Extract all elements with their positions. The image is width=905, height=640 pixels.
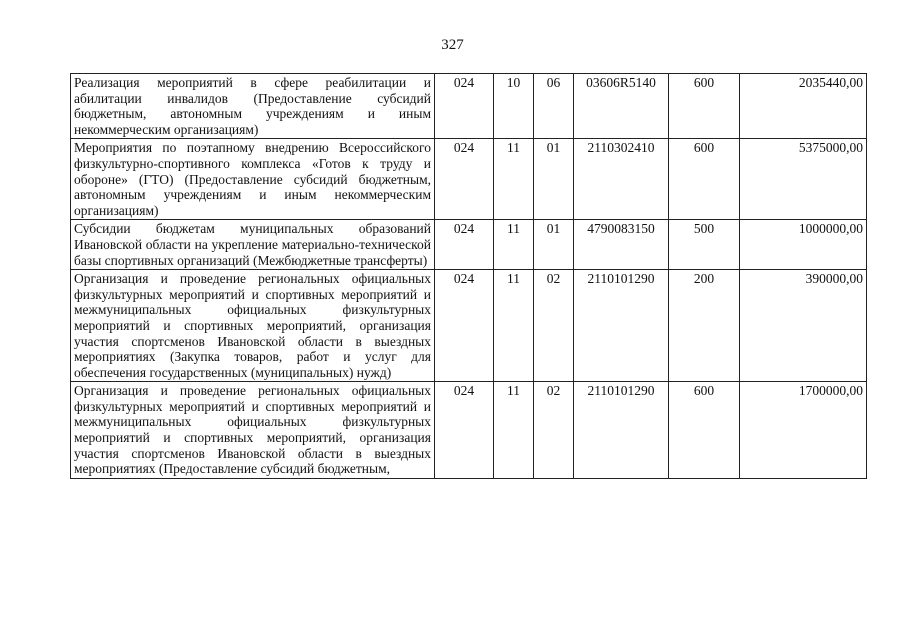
row-description: Организация и проведение региональных официальных физкультурных мероприятий и спортивных мероприятий и межмуниципальных официальных физкультурных мероприятий и спортивных мероприятий, организация участия спортсменов Ивановской области в выездных мероприятиях (Предоставление субсидий бюджетным, bbox=[71, 382, 435, 479]
table-row bbox=[71, 74, 867, 139]
subsection-code: 02 bbox=[534, 270, 574, 382]
table-row bbox=[71, 382, 867, 479]
amount: 2035440,00 bbox=[740, 74, 867, 139]
table-row bbox=[71, 270, 867, 382]
subsection-code: 01 bbox=[534, 220, 574, 270]
target-article-code: 2110101290 bbox=[574, 270, 669, 382]
expense-type-code: 500 bbox=[669, 220, 740, 270]
table-row bbox=[71, 220, 867, 270]
amount: 1000000,00 bbox=[740, 220, 867, 270]
ministry-code: 024 bbox=[435, 139, 494, 220]
expense-type-code: 600 bbox=[669, 139, 740, 220]
section-code: 11 bbox=[494, 382, 534, 479]
section-code: 10 bbox=[494, 74, 534, 139]
target-article-code: 03606R5140 bbox=[574, 74, 669, 139]
target-article-code: 4790083150 bbox=[574, 220, 669, 270]
target-article-code: 2110302410 bbox=[574, 139, 669, 220]
amount: 5375000,00 bbox=[740, 139, 867, 220]
row-description: Субсидии бюджетам муниципальных образований Ивановской области на укрепление материально-технической базы спортивных организаций (Межбюджетные трансферты) bbox=[71, 220, 435, 270]
subsection-code: 01 bbox=[534, 139, 574, 220]
section-code: 11 bbox=[494, 270, 534, 382]
amount: 390000,00 bbox=[740, 270, 867, 382]
ministry-code: 024 bbox=[435, 220, 494, 270]
section-code: 11 bbox=[494, 220, 534, 270]
ministry-code: 024 bbox=[435, 270, 494, 382]
ministry-code: 024 bbox=[435, 382, 494, 479]
row-description: Реализация мероприятий в сфере реабилитации и абилитации инвалидов (Предоставление субсидий бюджетным, автономным учреждениям и иным некоммерческим организациям) bbox=[71, 74, 435, 139]
row-description: Мероприятия по поэтапному внедрению Всероссийского физкультурно-спортивного комплекса «Готов к труду и обороне» (ГТО) (Предоставление субсидий бюджетным, автономным учреждениям и иным некоммерческим организациям) bbox=[71, 139, 435, 220]
subsection-code: 06 bbox=[534, 74, 574, 139]
expense-type-code: 600 bbox=[669, 74, 740, 139]
section-code: 11 bbox=[494, 139, 534, 220]
subsection-code: 02 bbox=[534, 382, 574, 479]
expense-type-code: 600 bbox=[669, 382, 740, 479]
expense-type-code: 200 bbox=[669, 270, 740, 382]
page-number: 327 bbox=[441, 37, 464, 53]
target-article-code: 2110101290 bbox=[574, 382, 669, 479]
table-row bbox=[71, 139, 867, 220]
row-description: Организация и проведение региональных официальных физкультурных мероприятий и спортивных мероприятий и межмуниципальных официальных физкультурных мероприятий и спортивных мероприятий, организация участия спортсменов Ивановской области в выездных мероприятиях (Закупка товаров, работ и услуг для обеспечения государственных (муниципальных) нужд) bbox=[71, 270, 435, 382]
budget-table bbox=[70, 73, 867, 479]
amount: 1700000,00 bbox=[740, 382, 867, 479]
ministry-code: 024 bbox=[435, 74, 494, 139]
